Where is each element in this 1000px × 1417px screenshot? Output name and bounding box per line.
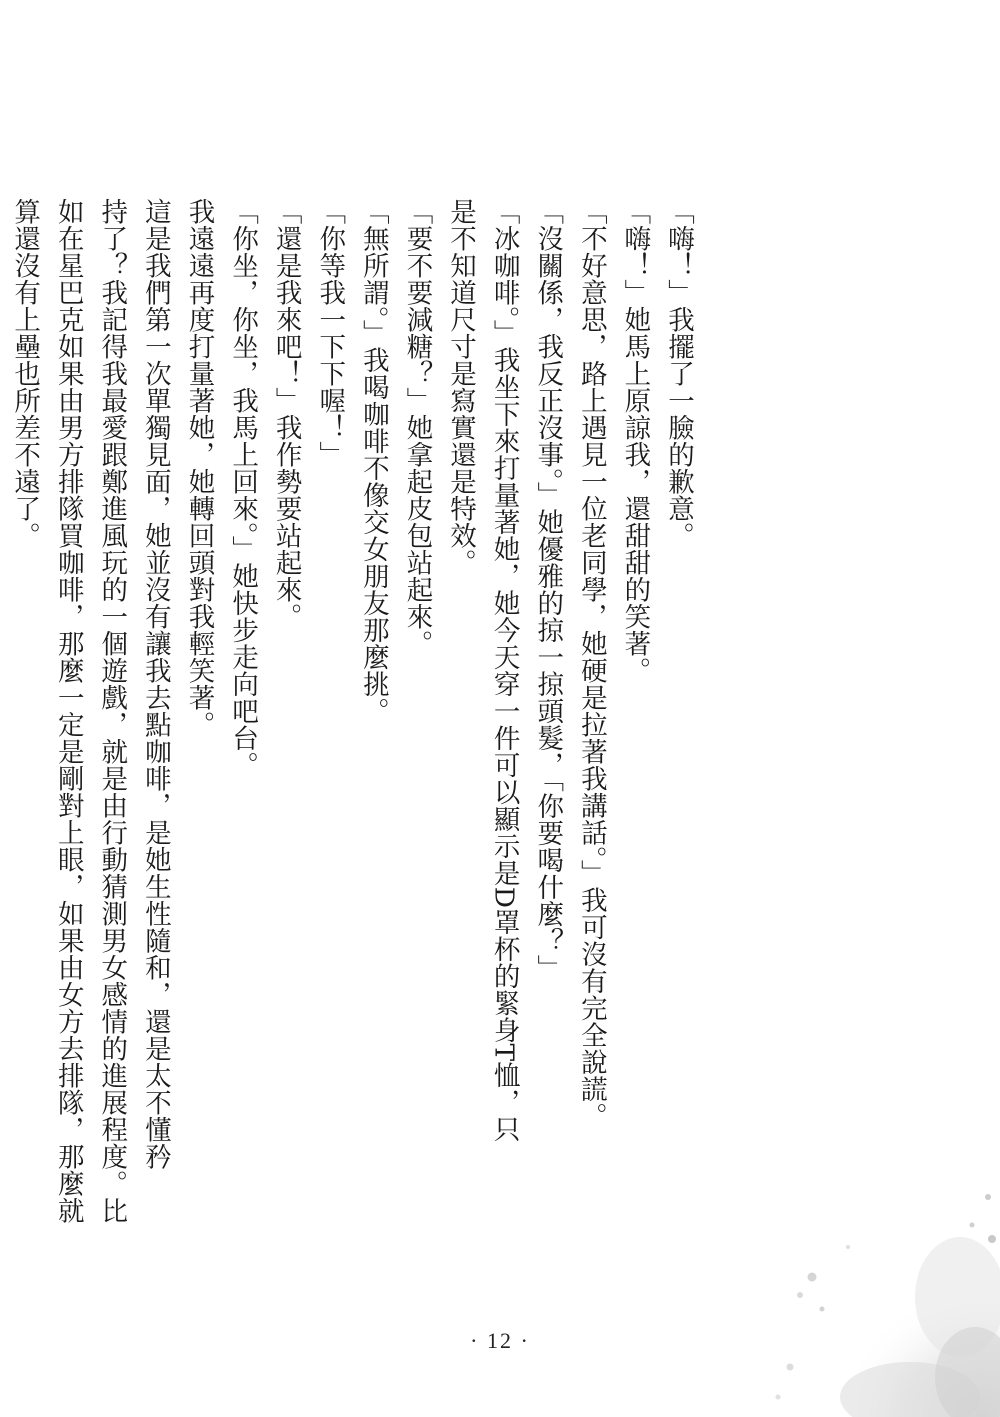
text-line: 我遠遠再度打量著她，她轉回頭對我輕笑著。 (183, 198, 215, 738)
text-line: 「冰咖啡。」我坐下來打量著她，她今天穿一件可以顯示是D罩杯的緊身T恤，只 (488, 198, 520, 1143)
watercolor-decoration (760, 1177, 1000, 1417)
text-line: 「要不要減糖？」她拿起皮包站起來。 (401, 198, 433, 657)
text-line: 「嗨！」她馬上原諒我，還甜甜的笑著。 (619, 198, 651, 684)
text-line: 「嗨！」我擺了一臉的歉意。 (663, 198, 694, 549)
body-text (3, 198, 701, 1288)
text-line: 「不好意思，路上遇見一位老同學，她硬是拉著我講話。」我可沒有完全說謊。 (575, 198, 607, 1130)
text-line: 「你坐，你坐，我馬上回來。」她快步走向吧台。 (227, 198, 259, 779)
page-number: · 12 · (470, 1328, 530, 1353)
text-line: 「無所謂。」我喝咖啡不像交女朋友那麼挑。 (357, 198, 389, 725)
text-line: 如在星巴克如果由男方排隊買咖啡，那麼一定是剛對上眼，如果由女方去排隊，那麼就 (52, 198, 84, 1224)
text-line: 持了？我記得我最愛跟鄭進風玩的一個遊戲，就是由行動猜測男女感情的進展程度。比 (96, 198, 128, 1224)
text-line: 算還沒有上壘也所差不遠了。 (9, 198, 41, 549)
text-line: 「你等我一下下喔！」 (314, 198, 346, 468)
text-line: 這是我們第一次單獨見面，她並沒有讓我去點咖啡，是她生性隨和，還是太不懂矜 (139, 198, 171, 1170)
text-line: 「還是我來吧！」我作勢要站起來。 (270, 198, 302, 630)
text-line: 「沒關係，我反正沒事。」她優雅的掠一掠頭髮，「你要喝什麼？」 (532, 198, 564, 982)
text-line: 是不知道尺寸是寫實還是特效。 (445, 198, 477, 576)
